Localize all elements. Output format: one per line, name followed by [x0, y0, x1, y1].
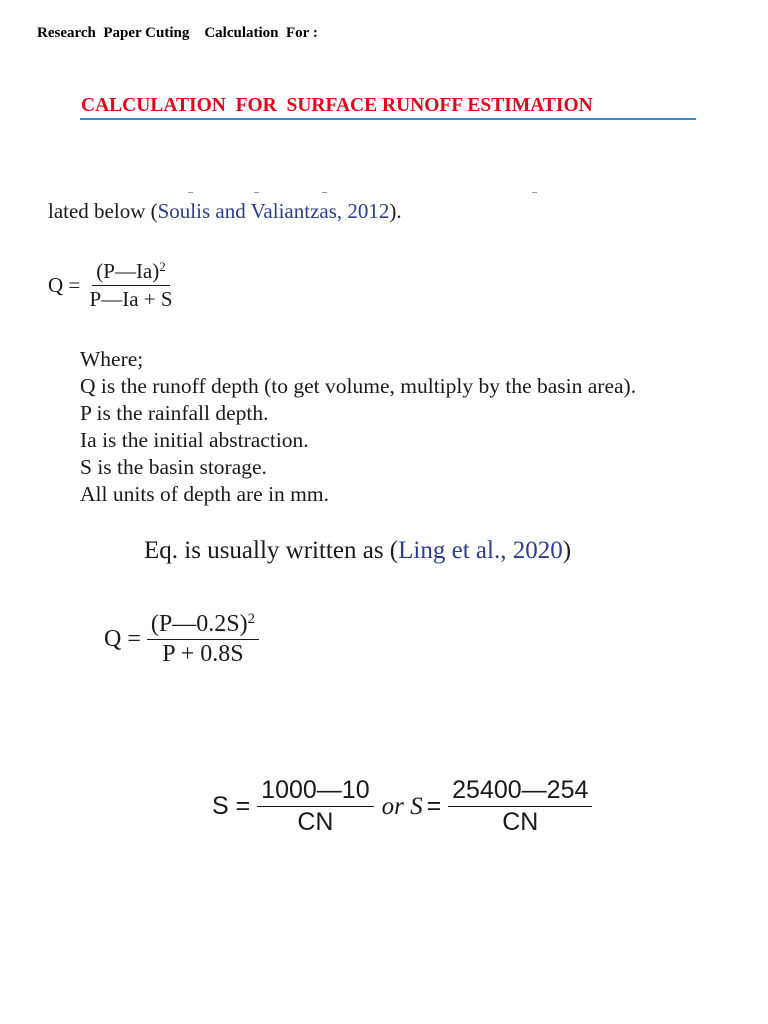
equation-runoff-general	[48, 259, 177, 312]
equation2-numerator-text: (P—0.2S)	[150, 611, 248, 637]
intro-prefix: lated below (	[48, 199, 158, 223]
equation2-fraction	[147, 611, 259, 668]
equation3-denominator-a: CN	[297, 808, 334, 836]
equation2-exponent: 2	[247, 610, 255, 627]
usually-written-text	[144, 537, 571, 565]
equation3-fraction-b	[448, 776, 592, 837]
where-line-p: P is the rainfall depth.	[80, 401, 269, 425]
equation3-numerator-a: 1000—10	[257, 776, 373, 807]
equation2-numerator	[147, 611, 259, 640]
where-line-q: Q is the runoff depth (to get volume, multiply by the basin area).	[80, 374, 637, 398]
where-heading: Where;	[80, 347, 144, 371]
equation1-numerator-text: (P—Ia)	[96, 259, 160, 283]
equation3-or-text: or S	[381, 792, 423, 820]
equation-runoff-simplified	[104, 611, 259, 668]
where-line-units: All units of depth are in mm.	[80, 482, 330, 506]
usually-prefix: Eq. is usually written as (	[144, 537, 399, 564]
header-label: Research Paper Cuting Calculation For :	[37, 25, 318, 41]
where-line-s: S is the basin storage.	[80, 455, 267, 479]
equation3-fraction-a	[257, 776, 373, 837]
equation3-eq-sign: =	[426, 792, 449, 820]
usually-citation: Ling et al., 2020	[398, 537, 563, 564]
equation-storage	[212, 776, 592, 837]
equation1-fraction	[86, 259, 177, 312]
scan-artifact-marks	[0, 192, 768, 198]
equation1-exponent: 2	[159, 258, 166, 274]
intro-text	[48, 199, 402, 224]
equation1-denominator: P—Ia + S	[89, 287, 173, 311]
intro-citation: Soulis and Valiantzas, 2012	[157, 199, 390, 223]
equation3-numerator-b: 25400—254	[448, 776, 592, 807]
page-title: CALCULATION FOR SURFACE RUNOFF ESTIMATION	[81, 95, 593, 116]
intro-suffix: ).	[389, 199, 402, 223]
where-line-ia: Ia is the initial abstraction.	[80, 428, 309, 452]
equation1-lhs: Q =	[48, 273, 86, 297]
variable-definitions	[80, 346, 636, 508]
title-underline	[80, 118, 696, 120]
equation3-lhs: S =	[212, 792, 258, 820]
equation2-lhs: Q =	[104, 626, 147, 652]
equation3-denominator-b: CN	[502, 808, 539, 836]
usually-suffix: )	[562, 537, 572, 564]
equation1-numerator	[92, 259, 170, 286]
equation2-denominator: P + 0.8S	[162, 641, 244, 667]
